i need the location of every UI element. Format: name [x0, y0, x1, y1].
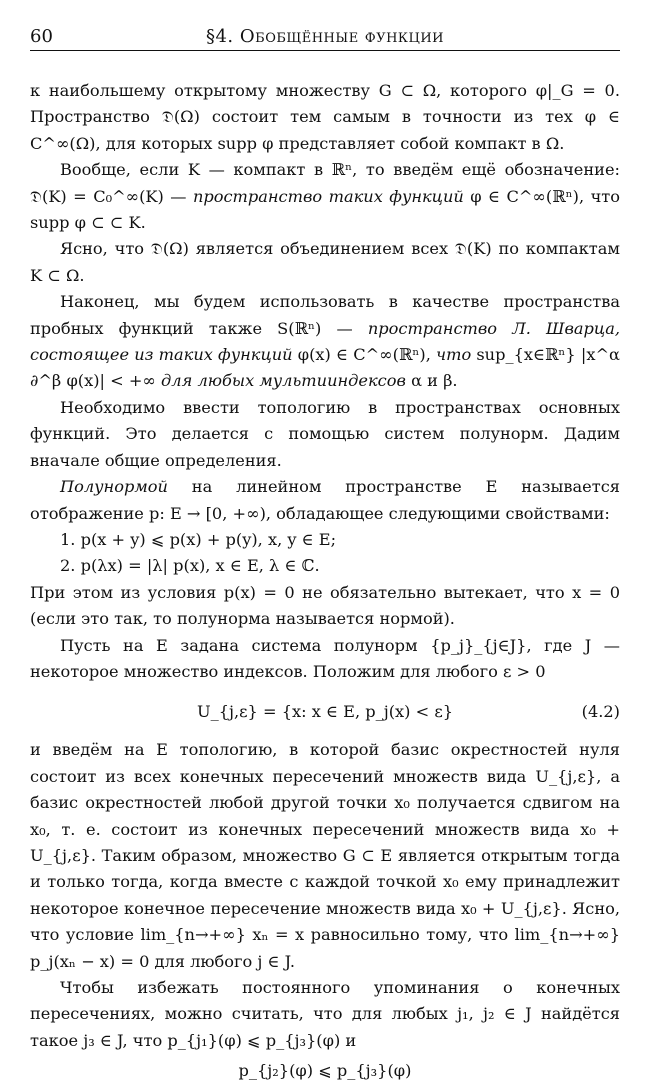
paragraph-6 — [30, 474, 620, 527]
p4-text-b: φ(x) ∈ C^∞(ℝⁿ), — [292, 345, 437, 365]
equation-number: (4.2) — [581, 702, 620, 722]
p2-emphasis: пространство таких функций — [192, 186, 464, 206]
equation-body: U_{j,ε} = {x: x ∈ E, p_j(x) < ε} — [196, 702, 454, 722]
paragraph-1: к наибольшему открытому множеству G ⊂ Ω, которого φ|_G = 0. Пространство 𝔇(Ω) состоит тем самым в точности из тех φ ∈ C^∞(Ω), для которых supp φ представляет собой компакт в Ω. — [30, 81, 620, 153]
running-title: §4. Обобщённые функции — [205, 26, 444, 47]
p4-emphasis-3: для любых мультииндексов — [161, 371, 406, 391]
paragraph-3: Ясно, что 𝔇(Ω) является объединением всех 𝔇(K) по компактам K ⊂ Ω. — [30, 239, 620, 285]
running-header — [30, 20, 620, 51]
equation-last: p_{j₂}(φ) ⩽ p_{j₃}(φ) — [238, 1061, 412, 1081]
paragraph-8: Пусть на E задана система полунорм {p_j}_{j∈J}, где J — некоторое множество индексов. Положим для любого ε > 0 — [30, 635, 620, 681]
page-body — [30, 78, 620, 1085]
p4-text-a: Наконец, мы будем использовать в качестве пространства пробных функций также S(ℝⁿ) — — [30, 292, 620, 338]
paragraph-7: При этом из условия p(x) = 0 не обязательно вытекает, что x = 0 (если это так, то полунорма называется нормой). — [30, 582, 620, 629]
paragraph-10: Чтобы избежать постоянного упоминания о конечных пересечениях, можно считать, что для любых j₁, j₂ ∈ J найдётся такое j₃ ∈ J, что p_{j₁}(φ) ⩽ p_{j₃}(φ) и — [30, 978, 620, 1050]
paragraph-9: и введём на E топологию, в которой базис окрестностей нуля состоит из всех конечных пересечений множеств вида U_{j,ε}, а базис окрестностей любой другой точки x₀ получается сдвигом на x₀, т. е. состоит из конечных пересечений множеств вида x₀ + U_{j,ε}. Таким образом, множество G ⊂ E является открытым тогда и только тогда, когда вместе с каждой точкой x₀ ему принадлежит некоторое конечное пересечение множеств вида x₀ + U_{j,ε}. Ясно, что условие lim_{n→+∞} xₙ = x равносильно тому, что lim_{n→+∞} p_j(xₙ − x) = 0 для любого j ∈ J. — [30, 740, 620, 971]
p4-text-c: sup_{x∈ℝⁿ} |x^α ∂^β φ(x)| < +∞ — [30, 345, 620, 391]
paragraph-4 — [30, 289, 620, 395]
page-number: 60 — [30, 26, 53, 47]
paragraph-5: Необходимо ввести топологию в пространствах основных функций. Это делается с помощью систем полунорм. Дадим вначале общие определения. — [30, 397, 620, 470]
term-seminorm: Полунормой — [60, 477, 168, 497]
p4-text-d: α и β. — [405, 371, 458, 391]
p6-text: на линейном пространстве E называется отображение p: E → [0, +∞), обладающее следующими свойствами: — [30, 477, 620, 523]
p2-text-b: φ ∈ C^∞(ℝⁿ), что supp φ ⊂ ⊂ K. — [30, 186, 620, 233]
paragraph-2 — [30, 157, 620, 236]
property-2: 2. p(λx) = |λ| p(x), x ∈ E, λ ∈ ℂ. — [60, 556, 320, 576]
equation-4-2 — [30, 697, 620, 727]
p2-text-a: Вообще, если K — компакт в ℝⁿ, то введём ещё обозначение: 𝔇(K) = C₀^∞(K) — — [30, 160, 620, 206]
p4-emphasis-2: что — [436, 345, 472, 365]
property-1: 1. p(x + y) ⩽ p(x) + p(y), x, y ∈ E; — [60, 529, 337, 549]
p4-emphasis-1: пространство Л. Шварца, состоящее из таких функций — [30, 318, 620, 365]
